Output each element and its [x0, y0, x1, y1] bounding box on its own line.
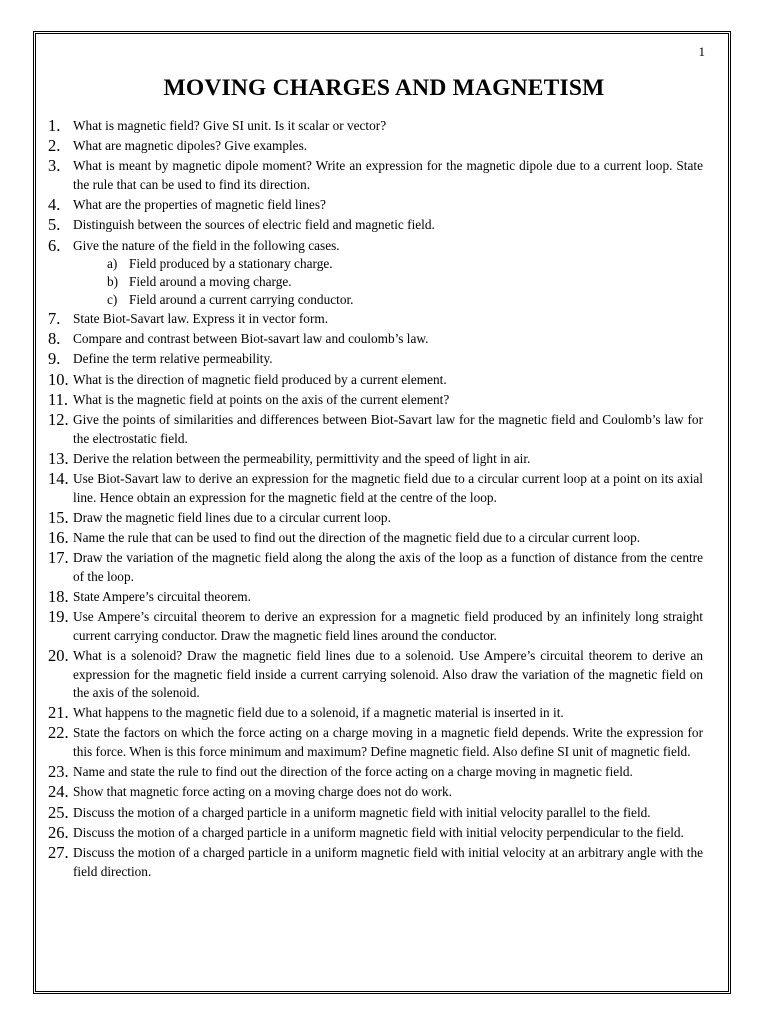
question-item: [48, 763, 703, 782]
question-text: State Biot-Savart law. Express it in vector form.: [73, 311, 329, 327]
question-item: [48, 371, 703, 390]
question-number: 27.: [48, 843, 69, 863]
question-number: 2.: [48, 136, 61, 156]
question-item: [48, 704, 703, 723]
sub-question-item: [107, 273, 703, 291]
question-item: [48, 310, 703, 329]
question-number: 24.: [48, 782, 69, 802]
question-item: [48, 804, 703, 823]
question-number: 22.: [48, 723, 69, 743]
question-number: 23.: [48, 762, 69, 782]
page-number: 1: [698, 44, 705, 59]
question-item: [48, 647, 703, 703]
question-text: Draw the variation of the magnetic field along the along the axis of the loop as a function of distance from the centre of the loop.: [73, 550, 703, 584]
question-item: [48, 450, 703, 469]
question-item: [48, 157, 703, 194]
question-number: 1.: [48, 116, 61, 135]
question-text: Discuss the motion of a charged particle in a uniform magnetic field with initial velocity at an arbitrary angle with the field direction.: [73, 845, 703, 879]
question-item: [48, 844, 703, 881]
question-item: [48, 411, 703, 448]
question-text: State Ampere’s circuital theorem.: [73, 588, 251, 604]
question-text: What is meant by magnetic dipole moment? Write an expression for the magnetic dipole due to a current loop. State the rule that can be used to find its direction.: [73, 158, 703, 192]
question-text: Discuss the motion of a charged particle in a uniform magnetic field with initial velocity parallel to the field.: [73, 804, 651, 820]
question-text: Draw the magnetic field lines due to a circular current loop.: [73, 509, 391, 525]
question-number: 14.: [48, 469, 69, 489]
question-text: What happens to the magnetic field due to a solenoid, if a magnetic material is inserted in it.: [73, 705, 564, 721]
question-item: [48, 117, 703, 136]
question-text: What is the magnetic field at points on the axis of the current element?: [73, 391, 450, 407]
question-list: [48, 117, 703, 883]
question-number: 13.: [48, 448, 69, 468]
question-item: [48, 196, 703, 215]
question-number: 6.: [48, 235, 61, 255]
question-item: [48, 470, 703, 507]
sub-question-item: [107, 255, 703, 273]
question-number: 26.: [48, 822, 69, 842]
question-item: [48, 608, 703, 645]
question-item: [48, 509, 703, 528]
question-text: Give the points of similarities and differences between Biot-Savart law for the magnetic field and Coulomb’s law for the electrostatic field.: [73, 412, 703, 446]
question-item: [48, 549, 703, 586]
question-number: 25.: [48, 802, 69, 822]
question-text: Show that magnetic force acting on a moving charge does not do work.: [73, 784, 452, 800]
question-text: Name the rule that can be used to find out the direction of the magnetic field due to a circular current loop.: [73, 529, 641, 545]
question-item: [48, 529, 703, 548]
question-item: [48, 824, 703, 843]
question-number: 12.: [48, 410, 69, 430]
question-text: Distinguish between the sources of electric field and magnetic field.: [73, 217, 435, 233]
question-text: What is magnetic field? Give SI unit. Is it scalar or vector?: [73, 118, 387, 133]
question-text: Define the term relative permeability.: [73, 351, 273, 367]
page-title: MOVING CHARGES AND MAGNETISM: [163, 75, 605, 101]
question-number: 16.: [48, 527, 69, 547]
question-item: [48, 391, 703, 410]
question-number: 17.: [48, 548, 69, 568]
question-text: What are the properties of magnetic field lines?: [73, 197, 326, 213]
question-text: Derive the relation between the permeability, permittivity and the speed of light in air.: [73, 450, 531, 466]
question-item: [48, 783, 703, 802]
question-number: 7.: [48, 309, 61, 329]
question-number: 19.: [48, 607, 69, 627]
question-item: [48, 350, 703, 369]
question-number: 11.: [48, 389, 69, 409]
question-text: What is the direction of magnetic field produced by a current element.: [73, 371, 447, 387]
sub-question-item: [107, 291, 703, 309]
question-number: 10.: [48, 369, 69, 389]
question-text: Compare and contrast between Biot-savart law and coulomb’s law.: [73, 331, 429, 347]
question-number: 18.: [48, 586, 69, 606]
sub-question-marker: c): [107, 291, 118, 307]
question-number: 3.: [48, 156, 61, 176]
question-text: What are magnetic dipoles? Give examples.: [73, 138, 308, 154]
question-text: Name and state the rule to find out the direction of the force acting on a charge moving in magnetic field.: [73, 764, 633, 780]
question-text: State the factors on which the force acting on a charge moving in a magnetic field depends. Write the expression for this force. When is this force minimum and maximum? Define magnetic field. Also define SI unit of magnetic field.: [73, 725, 703, 760]
question-item: [48, 330, 703, 349]
sub-question-text: Field produced by a stationary charge.: [129, 256, 333, 272]
question-text: What is a solenoid? Draw the magnetic field lines due to a solenoid. Use Ampere’s circuital theorem to derive an expression for the magnetic field inside a current carrying solenoid. Also draw the variation of the magnetic field on the axis of the solenoid.: [73, 647, 703, 701]
question-text: Discuss the motion of a charged particle in a uniform magnetic field with initial velocity perpendicular to the field.: [73, 824, 684, 840]
sub-question-marker: b): [107, 273, 119, 289]
sub-question-marker: a): [107, 256, 118, 272]
question-text: Use Biot-Savart law to derive an expression for the magnetic field due to a circular current loop at a point on its axial line. Hence obtain an expression for the magnetic field at the centre of the loop.: [73, 471, 703, 505]
question-number: 8.: [48, 329, 61, 349]
question-item: [48, 237, 703, 309]
question-item: [48, 137, 703, 156]
sub-question-list: [73, 255, 703, 308]
question-number: 15.: [48, 507, 69, 527]
sub-question-text: Field around a current carrying conductor.: [129, 291, 354, 307]
question-item: [48, 588, 703, 607]
question-number: 9.: [48, 349, 61, 369]
question-number: 4.: [48, 195, 61, 215]
question-number: 20.: [48, 645, 69, 665]
question-item: [48, 216, 703, 235]
question-number: 5.: [48, 215, 61, 235]
question-item: [48, 724, 703, 761]
question-text: Use Ampere’s circuital theorem to derive an expression for a magnetic field produced by an infinitely long straight current carrying conductor. Draw the magnetic field lines around the conductor.: [73, 609, 703, 643]
sub-question-text: Field around a moving charge.: [129, 273, 292, 289]
question-number: 21.: [48, 703, 69, 723]
question-text: Give the nature of the field in the following cases.: [73, 237, 340, 253]
